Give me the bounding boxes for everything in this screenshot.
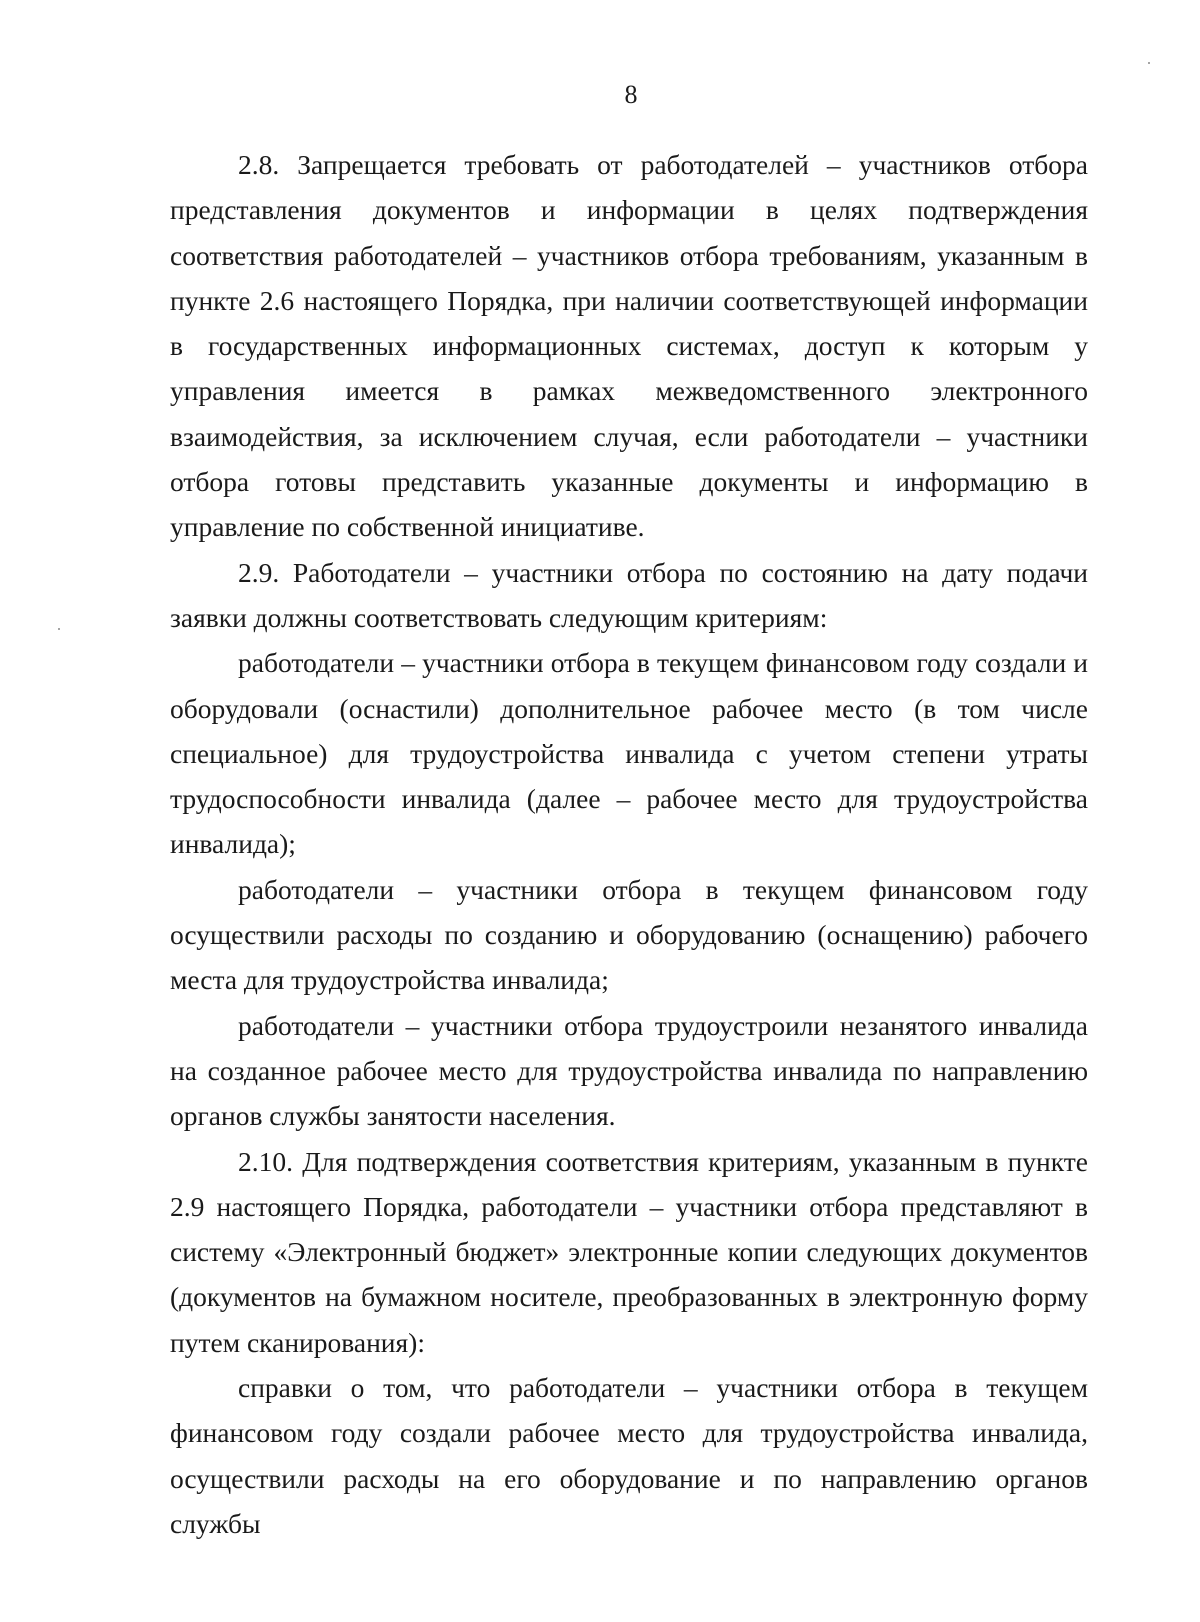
scan-speck <box>58 628 60 630</box>
paragraph-2-8: 2.8. Запрещается требовать от работодателей – участников отбора представления документов и информации в целях подтверждения соответствия работодателей – участников отбора требованиям, указанным в пункте 2.6 настоящего Порядка, при наличии соответствующей информации в государственных информационных системах, доступ к которым у управления имеется в рамках межведомственного электронного взаимодействия, за исключением случая, если работодатели – участники отбора готовы представить указанные документы и информацию в управление по собственной инициативе. <box>170 149 1088 543</box>
criterion-expenses: работодатели – участники отбора в текущем финансовом году осуществили расходы по созданию и оборудованию (оснащению) рабочего места для трудоустройства инвалида; <box>170 873 1088 996</box>
scan-speck <box>1148 62 1150 64</box>
criterion-employment: работодатели – участники отбора трудоустроили незанятого инвалида на созданное рабочее место для трудоустройства инвалида по направлению органов службы занятости населения. <box>170 1009 1088 1132</box>
page-number: 8 <box>624 80 638 109</box>
paragraph-2-10: 2.10. Для подтверждения соответствия критериям, указанным в пункте 2.9 настоящего Порядка, работодатели – участники отбора представляют в систему «Электронный бюджет» электронные копии следующих документов (документов на бумажном носителе, преобразованных в электронную форму путем сканирования): <box>170 1145 1088 1358</box>
paragraph-2-9: 2.9. Работодатели – участники отбора по состоянию на дату подачи заявки должны соответствовать следующим критериям: <box>170 556 1088 633</box>
document-body <box>170 142 1088 1546</box>
criterion-workplace-created: работодатели – участники отбора в текущем финансовом году создали и оборудовали (оснастили) дополнительное рабочее место (в том числе специальное) для трудоустройства инвалида с учетом степени утраты трудоспособности инвалида (далее – рабочее место для трудоустройства инвалида); <box>170 647 1088 860</box>
document-item-certificate: справки о том, что работодатели – участники отбора в текущем финансовом году создали рабочее место для трудоустройства инвалида, осуществили расходы на его оборудование и по направлению органов службы <box>170 1372 1088 1539</box>
